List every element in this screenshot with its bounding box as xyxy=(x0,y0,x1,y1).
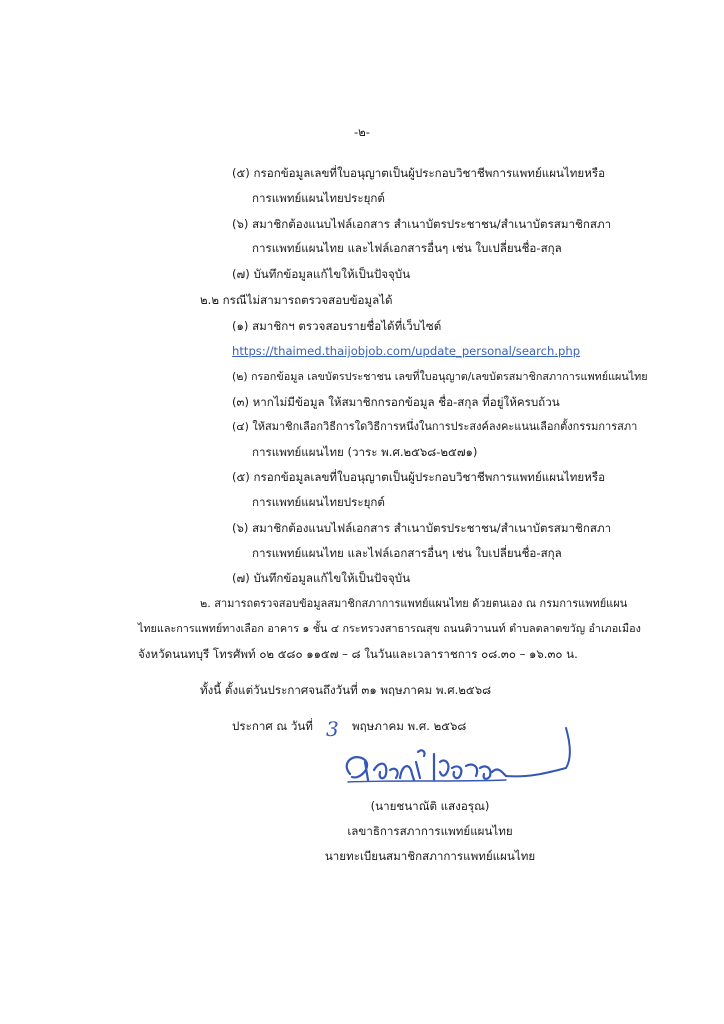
s22-item-6-line-1: (๖) สมาชิกต้องแนบไฟล์เอกสาร สำเนาบัตรประชาชน/สำเนาบัตรสมาชิกสภา xyxy=(232,521,612,535)
item-7: (๗) บันทึกข้อมูลแก้ไขให้เป็นปัจจุบัน xyxy=(232,267,411,281)
s22-item-3: (๓) หากไม่มีข้อมูล ให้สมาชิกกรอกข้อมูล ชื่อ-สกุล ที่อยู่ให้ครบถ้วน xyxy=(232,395,560,409)
signatory-title-2: นายทะเบียนสมาชิกสภาการแพทย์แผนไทย xyxy=(324,849,536,863)
s22-item-5-line-1: (๕) กรอกข้อมูลเลขที่ใบอนุญาตเป็นผู้ประกอบวิชาชีพการแพทย์แผนไทยหรือ xyxy=(232,470,606,484)
page-number: -๒- xyxy=(353,125,370,139)
announce-suffix: พฤษภาคม พ.ศ. ๒๕๖๘ xyxy=(352,719,467,733)
section-2-line-1: ๒. สามารถตรวจสอบข้อมูลสมาชิกสภาการแพทย์แผนไทย ด้วยตนเอง ณ กรมการแพทย์แผน xyxy=(200,597,628,610)
s22-item-2: (๒) กรอกข้อมูล เลขบัตรประชาชน เลขที่ใบอนุญาต/เลขบัตรสมาชิกสภาการแพทย์แผนไทย xyxy=(232,370,648,383)
s22-item-6-line-2: การแพทย์แผนไทย และไฟล์เอกสารอื่นๆ เช่น ใบเปลี่ยนชื่อ-สกุล xyxy=(252,546,562,560)
s22-item-5-line-2: การแพทย์แผนไทยประยุกต์ xyxy=(252,495,385,509)
signatory-name: (นายชนาณัติ แสงอรุณ) xyxy=(370,799,490,813)
item-6-line-2: การแพทย์แผนไทย และไฟล์เอกสารอื่นๆ เช่น ใบเปลี่ยนชื่อ-สกุล xyxy=(252,241,562,255)
s22-item-4-line-2: การแพทย์แผนไทย (วาระ พ.ศ.๒๕๖๘-๒๕๗๑) xyxy=(252,445,478,459)
section-2-2-heading: ๒.๒ กรณีไม่สามารถตรวจสอบข้อมูลได้ xyxy=(200,293,393,307)
website-link[interactable]: https://thaimed.thaijobjob.com/update_personal/search.php xyxy=(232,344,581,358)
section-2-line-3: จังหวัดนนทบุรี โทรศัพท์ ๐๒ ๕๘๐ ๑๑๕๗ – ๘ ในวันและเวลาราชการ ๐๘.๓๐ – ๑๖.๓๐ น. xyxy=(138,647,578,661)
s22-item-4-line-1: (๔) ให้สมาชิกเลือกวิธีการใดวิธีการหนึ่งในการประสงค์ลงคะแนนเลือกตั้งกรรมการสภา xyxy=(232,420,638,433)
item-6-line-1: (๖) สมาชิกต้องแนบไฟล์เอกสาร สำเนาบัตรประชาชน/สำเนาบัตรสมาชิกสภา xyxy=(232,217,612,231)
effective-date: ทั้งนี้ ตั้งแต่วันประกาศจนถึงวันที่ ๓๑ พฤษภาคม พ.ศ.๒๕๖๘ xyxy=(200,683,492,697)
section-2-line-2: ไทยและการแพทย์ทางเลือก อาคาร ๑ ชั้น ๔ กระทรวงสาธารณสุข ถนนติวานนท์ ตำบลตลาดขวัญ อำเภอเมือง xyxy=(138,622,641,635)
handwritten-day: 3 xyxy=(326,717,339,741)
signature-image xyxy=(330,722,580,802)
s22-item-7: (๗) บันทึกข้อมูลแก้ไขให้เป็นปัจจุบัน xyxy=(232,571,411,585)
signatory-title-1: เลขาธิการสภาการแพทย์แผนไทย xyxy=(347,824,513,838)
item-5-line-1: (๕) กรอกข้อมูลเลขที่ใบอนุญาตเป็นผู้ประกอบวิชาชีพการแพทย์แผนไทยหรือ xyxy=(232,166,606,180)
item-5-line-2: การแพทย์แผนไทยประยุกต์ xyxy=(252,191,385,205)
s22-item-1: (๑) สมาชิกฯ ตรวจสอบรายชื่อได้ที่เว็บไซต์ xyxy=(232,319,442,333)
announce-prefix: ประกาศ ณ วันที่ xyxy=(232,719,313,733)
